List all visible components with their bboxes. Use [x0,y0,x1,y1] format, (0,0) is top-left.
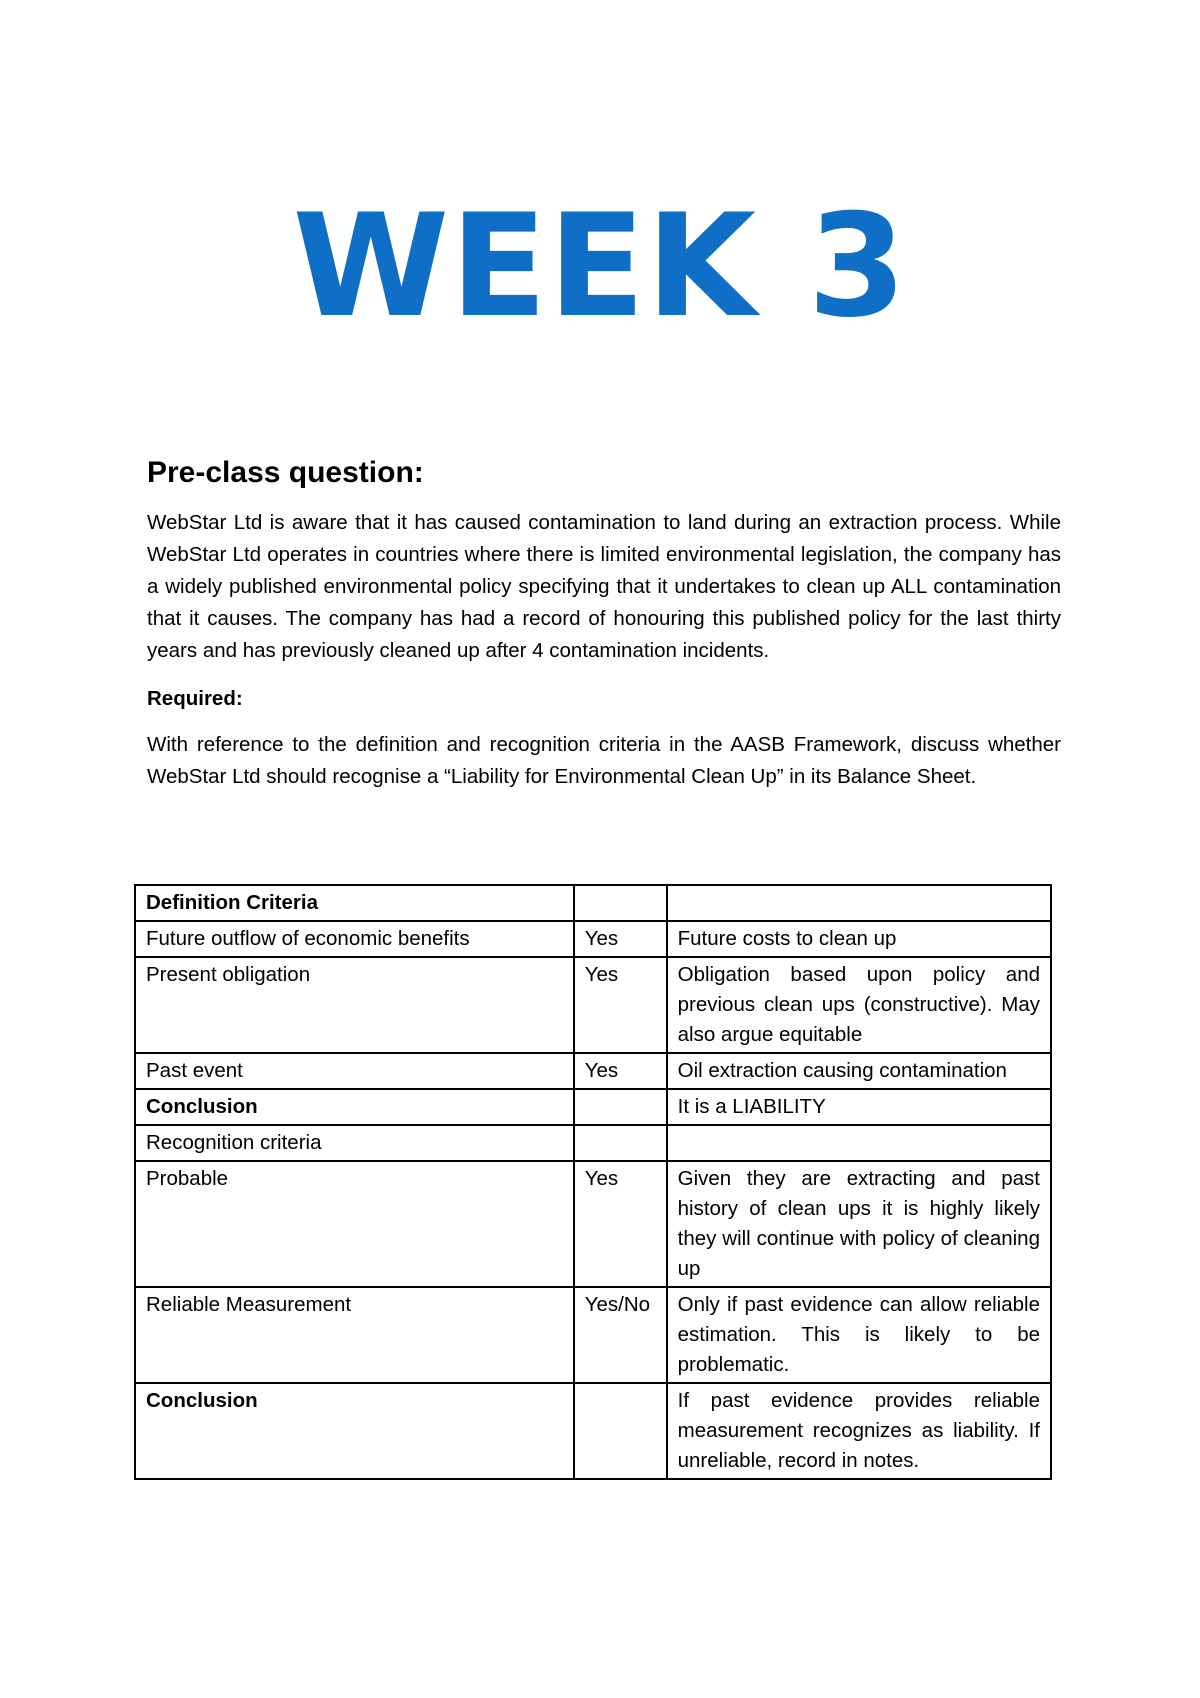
table-row [135,957,1051,1053]
criterion-cell: Probable [135,1161,574,1287]
answer-cell: Yes [574,921,667,957]
table-row [135,1161,1051,1287]
table-row [135,921,1051,957]
table-row [135,1383,1051,1479]
answer-cell [574,1089,667,1125]
criterion-cell: Definition Criteria [135,885,574,921]
criterion-cell: Conclusion [135,1089,574,1125]
table-row [135,1089,1051,1125]
answer-cell: Yes/No [574,1287,667,1383]
required-paragraph: With reference to the definition and recognition criteria in the AASB Framework, discuss whether WebStar Ltd should recognise a “Liability for Environmental Clean Up” in its Balance Sheet. [147,733,1061,788]
answer-cell: Yes [574,1161,667,1287]
table-row [135,885,1051,921]
criterion-cell: Past event [135,1053,574,1089]
comment-cell: Oil extraction causing contamination [667,1053,1051,1089]
comment-cell: If past evidence provides reliable measurement recognizes as liability. If unreliable, record in notes. [667,1383,1051,1479]
criterion-cell: Reliable Measurement [135,1287,574,1383]
answer-cell [574,1125,667,1161]
criterion-cell: Present obligation [135,957,574,1053]
comment-cell: Only if past evidence can allow reliable estimation. This is likely to be problematic. [667,1287,1051,1383]
pre-class-heading: Pre-class question: [147,456,424,489]
required-label: Required: [147,687,243,710]
criterion-cell: Conclusion [135,1383,574,1479]
criterion-cell: Recognition criteria [135,1125,574,1161]
comment-cell: Obligation based upon policy and previous clean ups (constructive). May also argue equitable [667,957,1051,1053]
criteria-table [134,884,1052,1480]
answer-cell: Yes [574,1053,667,1089]
criterion-cell: Future outflow of economic benefits [135,921,574,957]
pre-class-section [147,455,1061,809]
table-row [135,1053,1051,1089]
answer-cell: Yes [574,957,667,1053]
comment-cell: Given they are extracting and past history of clean ups it is highly likely they will continue with policy of cleaning up [667,1161,1051,1287]
table-row [135,1125,1051,1161]
answer-cell [574,1383,667,1479]
comment-cell [667,1125,1051,1161]
comment-cell [667,885,1051,921]
question-paragraph: WebStar Ltd is aware that it has caused contamination to land during an extraction process. While WebStar Ltd operates in countries where there is limited environmental legislation, the company has a widely published environmental policy specifying that it undertakes to clean up ALL contamination that it causes. The company has had a record of honouring this published policy for the last thirty years and has previously cleaned up after 4 contamination incidents. [147,511,1061,662]
comment-cell: It is a LIABILITY [667,1089,1051,1125]
answer-cell [574,885,667,921]
comment-cell: Future costs to clean up [667,921,1051,957]
table-row [135,1287,1051,1383]
week-title: WEEK 3 [292,184,908,349]
